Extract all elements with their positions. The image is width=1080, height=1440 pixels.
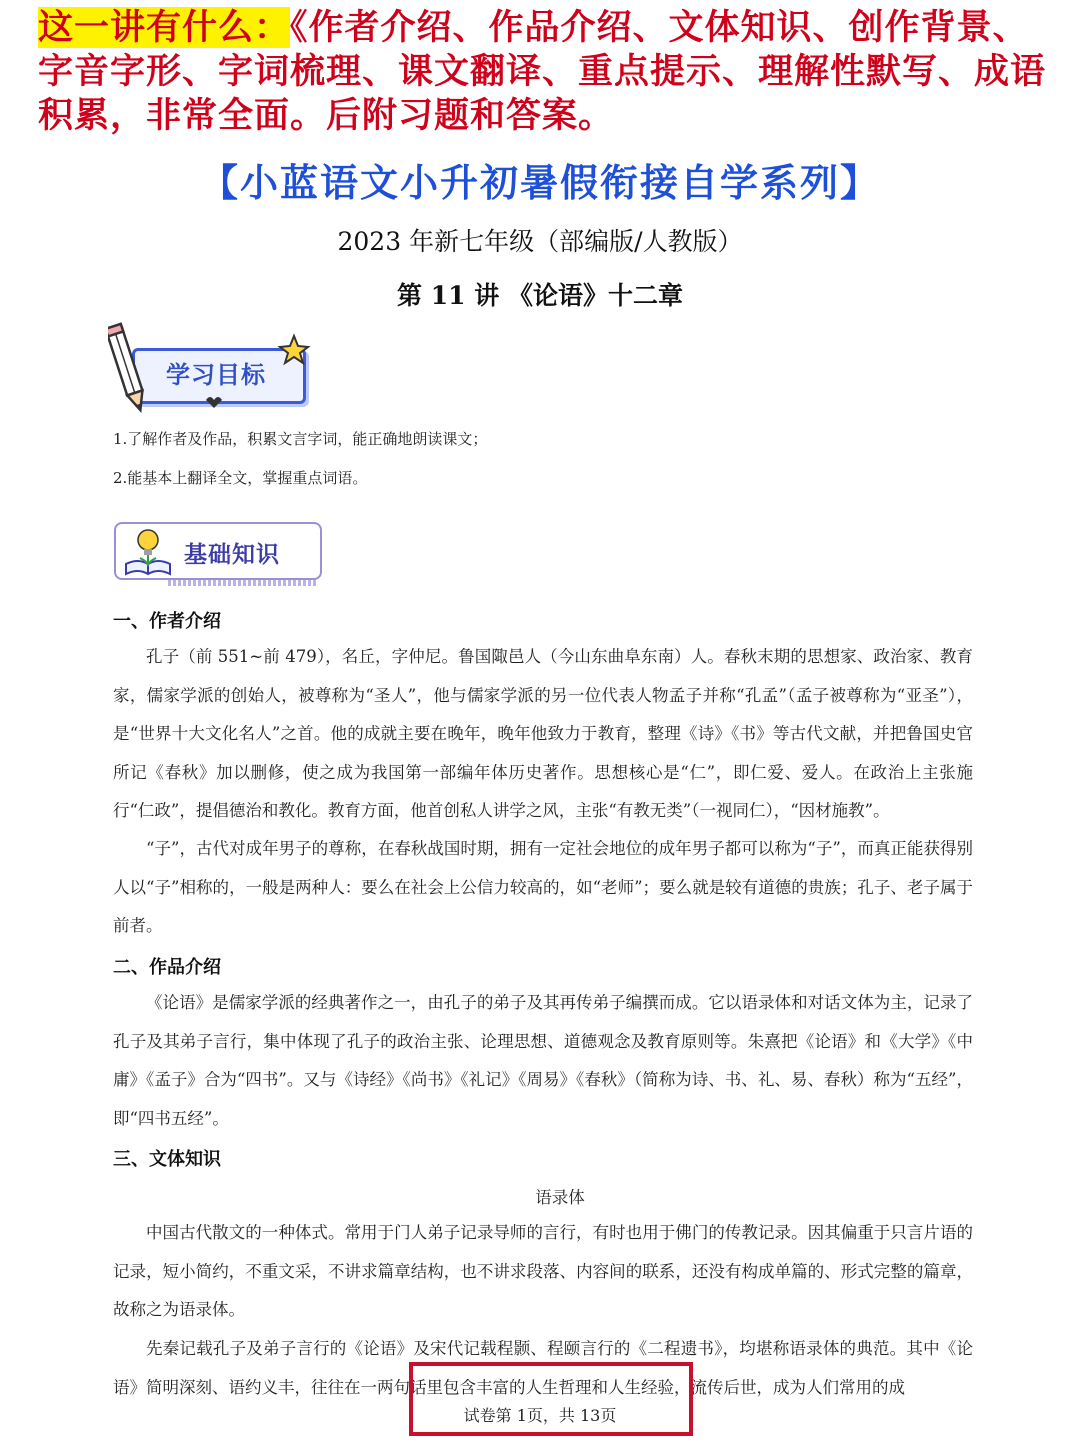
section-heading-author: 一、作者介绍 [113, 611, 221, 632]
badge-underline [168, 580, 318, 586]
intro-banner [38, 6, 1048, 138]
banner-text: 《作者介绍、作品介绍、文体知识、创作背景、字音字形、字词梳理、课文翻译、重点提示、理解性默写、成语积累，非常全面。后附习题和答案。 [38, 7, 1047, 136]
section-heading-work: 二、作品介绍 [113, 957, 221, 978]
page-number: 试卷第 1页，共 13页 [463, 1406, 617, 1425]
genre-paragraph: 先秦记载孔子及弟子言行的《论语》及宋代记载程颢、程颐言行的《二程遗书》，均堪称语录体的典范。其中《论语》简明深刻、语约义丰，往往在一两句话里包含丰富的人生哲理和人生经验，流传后世，成为人们常用的成 [113, 1339, 973, 1397]
section-heading-genre: 三、文体知识 [113, 1149, 221, 1170]
author-paragraph: “子”，古代对成年男子的尊称，在春秋战国时期，拥有一定社会地位的成年男子都可以称为“子”，而真正能获得别人以“子”相称的，一般是两种人：要么在社会上公信力较高的，如“老师”；要么就是较有道德的贵族；孔子、老子属于前者。 [113, 839, 973, 935]
author-paragraph: 孔子（前 551~前 479），名丘，字仲尼。鲁国陬邑人（今山东曲阜东南）人。春秋末期的思想家、政治家、教育家，儒家学派的创始人，被尊称为“圣人”，他与儒家学派的另一位代表人物孟子并称“孔孟”（孟子被尊称为“亚圣”），是“世界十大文化名人”之首。他的成就主要在晚年，晚年他致力于教育，整理《诗》《书》等古代文献，并把鲁国史官所记《春秋》加以删修，使之成为我国第一部编年体历史著作。思想核心是“仁”，即仁爱、爱人。在政治上主张施行“仁政”，提倡德治和教化。教育方面，他首创私人讲学之风，主张“有教无类”（一视同仁），“因材施教”。 [113, 647, 973, 820]
series-title: 【小蓝语文小升初暑假衔接自学系列】 [199, 161, 880, 205]
lesson-title: 第 11 讲 《论语》十二章 [397, 281, 683, 310]
learning-goals-badge [108, 322, 318, 414]
goal-badge-label: 学习目标 [166, 361, 266, 389]
basic-knowledge-badge [114, 520, 324, 590]
basic-badge-label: 基础知识 [184, 542, 280, 568]
genre-paragraph: 中国古代散文的一种体式。常用于门人弟子记录导师的言行，有时也用于佛门的传教记录。因其偏重于只言片语的记录，短小简约，不重文采，不讲求篇章结构，也不讲求段落、内容间的联系，还没有构成单篇的、形式完整的篇章，故称之为语录体。 [113, 1223, 973, 1319]
banner-highlight: 这一讲有什么： [38, 7, 291, 48]
genre-subtitle: 语录体 [535, 1188, 585, 1207]
grade-subtitle: 2023 年新七年级（部编版/人教版） [337, 227, 743, 256]
book-lightbulb-icon [120, 524, 180, 580]
work-paragraph: 《论语》是儒家学派的经典著作之一，由孔子的弟子及其再传弟子编撰而成。它以语录体和对话文体为主，记录了孔子及其弟子言行，集中体现了孔子的政治主张、论理思想、道德观念及教育原则等。朱熹把《论语》和《大学》《中庸》《孟子》合为“四书”。又与《诗经》《尚书》《礼记》《周易》《春秋》（简称为诗、书、礼、易、春秋）称为“五经”，即“四书五经”。 [113, 993, 973, 1128]
objective-item: 1.了解作者及作品，积累文言字词，能正确地朗读课文； [113, 430, 488, 448]
objective-item: 2.能基本上翻译全文，掌握重点词语。 [113, 469, 368, 487]
